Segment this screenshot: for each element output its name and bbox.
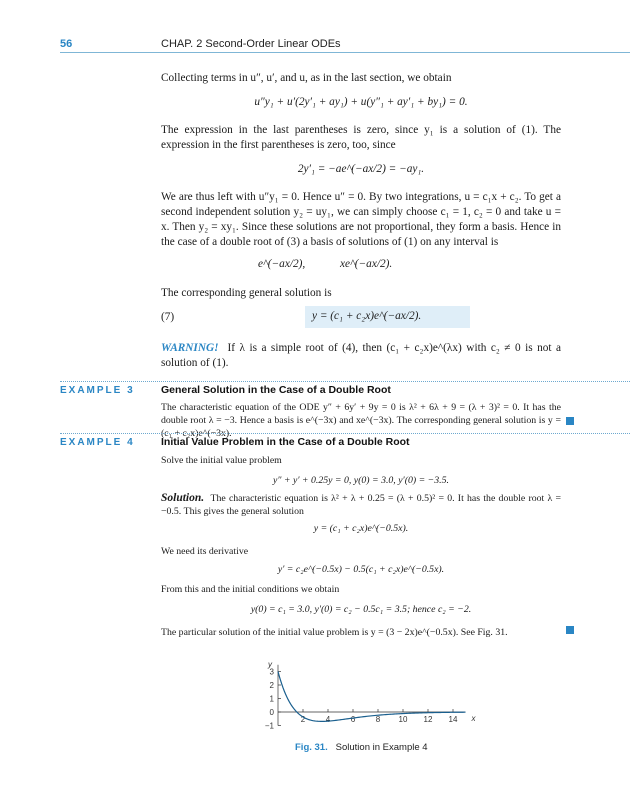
example-4-equation-2: y = (c₁ + c₂x)e^(−0.5x). (313, 523, 409, 534)
y-tick-label: −1 (264, 721, 274, 731)
example-4-text-3: We need its derivative (161, 546, 249, 557)
x-tick-label: 10 (398, 715, 408, 724)
paragraph-2: The expression in the last parentheses is zero, since y₁ is a solution of (1). The expression in the first parentheses is zero, too, since (161, 124, 561, 151)
x-tick-label: 6 (350, 715, 356, 724)
figure-caption-label: Fig. 31. (295, 742, 328, 753)
example-4-text-1: Solve the initial value problem (161, 455, 282, 466)
chapter-header: CHAP. 2 Second-Order Linear ODEs (161, 38, 341, 50)
paragraph-3: We are thus left with u″y₁ = 0. Hence u″ = 0. By two integrations, u = c₁x + c₂. To get a second independent solution y₂ = uy₁, we can simply choose c₁ = 1, c₂ = 0 and take u = x. Then y₂ = xy₁. Since these solutions are not proportional, they form a basis. Hence in the case of a double root of (3) a basis of solutions of (1) on any interval is (161, 191, 561, 248)
header-rule (60, 52, 630, 53)
x-tick-label: 8 (375, 715, 381, 724)
equation-2: 2y′₁ = −ae^(−ax/2) = −ay₁. (297, 163, 425, 175)
y-tick-label: 2 (269, 681, 274, 690)
paragraph-4: The corresponding general solution is (161, 287, 332, 299)
x-axis-label: x (471, 714, 476, 723)
figure-31-plot (250, 640, 480, 740)
figure-caption-text: Solution in Example 4 (335, 742, 428, 753)
example-4-equation-4: y(0) = c₁ = 3.0, y′(0) = c₂ − 0.5c₁ = 3.5; hence c₂ = −2. (250, 604, 472, 615)
x-tick-label: 14 (448, 715, 458, 724)
example-4-text-2: The characteristic equation is λ² + λ + 0.25 = (λ + 0.5)² = 0. It has the double root λ = −0.5. This gives the general solution (161, 493, 561, 517)
equation-1: u″y₁ + u′(2y′₁ + ay₁) + u(y″₁ + ay′₁ + by₁) = 0. (254, 96, 468, 108)
example-4-text-4: From this and the initial conditions we obtain (161, 584, 340, 595)
equation-3b: xe^(−ax/2). (340, 258, 393, 270)
example-4-solution (161, 492, 561, 518)
warning-paragraph (161, 341, 561, 371)
x-tick-label: 12 (423, 715, 433, 724)
solution-curve (278, 672, 466, 722)
figure-caption (295, 742, 428, 753)
y-tick-label: 0 (269, 708, 274, 717)
equation-7: y = (c₁ + c₂x)e^(−ax/2). (312, 310, 422, 322)
example-4-text-5: The particular solution of the initial value problem is y = (3 − 2x)e^(−0.5x). See Fig. 31. (161, 627, 508, 638)
example-4-equation-1: y″ + y′ + 0.25y = 0, y(0) = 3.0, y′(0) = −3.5. (273, 475, 449, 486)
example-4-equation-3: y′ = c₂e^(−0.5x) − 0.5(c₁ + c₂x)e^(−0.5x). (277, 564, 445, 575)
solution-label: Solution. (161, 492, 205, 504)
example-4-rule (60, 433, 630, 434)
end-of-example-icon (566, 417, 574, 425)
y-tick-label: 1 (269, 694, 274, 704)
x-tick-label: 4 (325, 715, 331, 724)
page-number: 56 (60, 38, 73, 50)
example-4-title: Initial Value Problem in the Case of a Double Root (161, 436, 410, 448)
example-3-text: The characteristic equation of the ODE y″ + 6y′ + 9y = 0 is λ² + 6λ + 9 = (λ + 3)² = 0. It has the double root λ = −3. Hence a basis is e^(−3x) and xe^(−3x). The corresponding general solution is y = (c₁ + c₂x)e^(−3x). (161, 402, 561, 439)
x-tick-label: 2 (300, 715, 306, 724)
example-3-title: General Solution in the Case of a Double Root (161, 384, 391, 396)
example-4-label: EXAMPLE 4 (60, 437, 135, 448)
equation-3a: e^(−ax/2), (258, 258, 306, 270)
y-axis-label: y (268, 659, 272, 669)
warning-label: WARNING! (161, 342, 219, 354)
example-3-label: EXAMPLE 3 (60, 385, 135, 396)
equation-7-label: (7) (161, 311, 175, 323)
intro-paragraph: Collecting terms in u″, u′, and u, as in the last section, we obtain (161, 72, 452, 84)
example-3-rule (60, 381, 630, 382)
y-tick-label: 3 (269, 667, 274, 677)
warning-text: If λ is a simple root of (4), then (c₁ + c₂x)e^(λx) with c₂ ≠ 0 is not a solution of (1). (161, 342, 561, 369)
end-of-example-icon (566, 626, 574, 634)
